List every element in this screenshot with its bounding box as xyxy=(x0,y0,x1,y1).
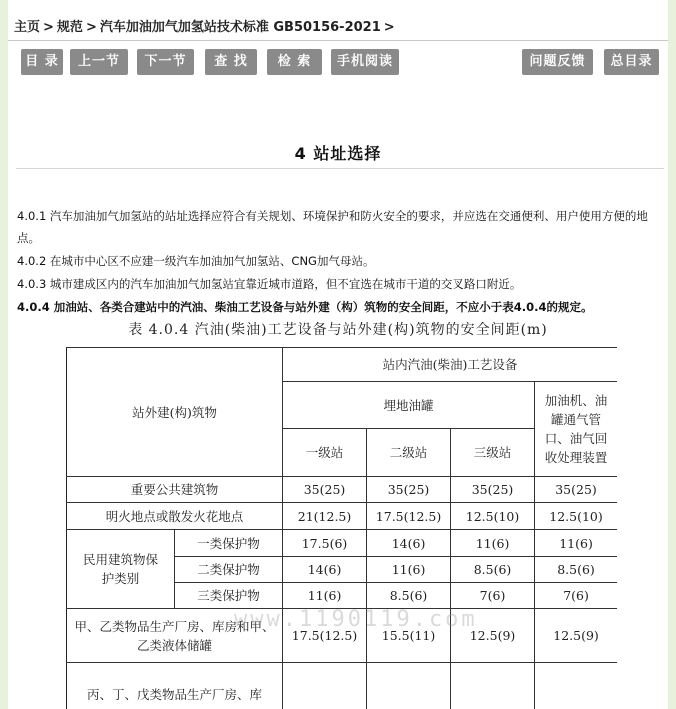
breadcrumb xyxy=(14,16,398,35)
spacing-table xyxy=(66,347,617,709)
watermark: www.1190119.com xyxy=(234,607,478,632)
clause-4-0-2: 4.0.2 在城市中心区不应建一级汽车加油加气加氢站、CNG加气母站。 xyxy=(17,254,375,268)
table-cell: 17.5(12.5) xyxy=(283,609,367,663)
table-cell: 7(6) xyxy=(451,583,535,609)
table-cell xyxy=(367,663,451,709)
table-caption: 表 4.0.4 汽油(柴油)工艺设备与站外建(构)筑物的安全间距(m) xyxy=(128,322,548,338)
table-cell: 11(6) xyxy=(367,557,451,583)
table-cell: 11(6) xyxy=(535,530,617,557)
title-divider xyxy=(16,168,664,169)
breadcrumb-separator: > xyxy=(43,20,54,35)
table-cell: 7(6) xyxy=(535,583,617,609)
table-cell: 35(25) xyxy=(283,477,367,503)
table-cell: 8.5(6) xyxy=(451,557,535,583)
breadcrumb-divider xyxy=(8,40,668,41)
table-cell: 8.5(6) xyxy=(367,583,451,609)
table-cell xyxy=(535,663,617,709)
breadcrumb-norms-link[interactable]: 规范 xyxy=(56,20,83,35)
breadcrumb-standard-link[interactable]: 汽车加油加气加氢站技术标准 GB50156-2021 xyxy=(99,20,381,35)
table-header-col: 三级站 xyxy=(451,429,535,477)
search-button[interactable]: 检 索 xyxy=(267,49,322,75)
table-cell: 11(6) xyxy=(451,530,535,557)
row-label: 重要公共建筑物 xyxy=(67,477,283,503)
table-cell: 14(6) xyxy=(283,557,367,583)
find-button[interactable]: 查 找 xyxy=(205,49,257,75)
table-cell: 17.5(6) xyxy=(283,530,367,557)
table-cell: 14(6) xyxy=(367,530,451,557)
section-title: 4 站址选择 xyxy=(294,144,382,163)
row-label: 甲、乙类物品生产厂房、库房和甲、乙类液体储罐 xyxy=(67,609,283,663)
table-cell: 11(6) xyxy=(283,583,367,609)
table-cell: 12.5(9) xyxy=(535,609,617,663)
row-label: 一类保护物 xyxy=(175,530,283,557)
table-cell: 35(25) xyxy=(367,477,451,503)
mobile-read-button[interactable]: 手机阅读 xyxy=(331,49,399,75)
civil-group-label: 民用建筑物保护类别 xyxy=(67,530,175,609)
table-cell: 15.5(11) xyxy=(367,609,451,663)
table-row xyxy=(67,477,618,503)
clause-4-0-4: 4.0.4 加油站、各类合建站中的汽油、柴油工艺设备与站外建（构）筑物的安全间距，不应小于表4.0.4的规定。 xyxy=(17,300,593,314)
row-label: 二类保护物 xyxy=(175,557,283,583)
prev-section-button[interactable]: 上一节 xyxy=(70,49,128,75)
row-label: 明火地点或散发火花地点 xyxy=(67,503,283,530)
spacing-table-frame xyxy=(66,347,617,709)
feedback-button[interactable]: 问题反馈 xyxy=(522,49,593,75)
breadcrumb-separator: > xyxy=(85,20,97,35)
table-cell: 17.5(12.5) xyxy=(367,503,451,530)
master-toc-button[interactable]: 总目录 xyxy=(604,49,659,75)
table-header-col: 二级站 xyxy=(367,429,451,477)
table-cell: 12.5(9) xyxy=(451,609,535,663)
table-header-last-col: 加油机、油罐通气管口、油气回收处理装置 xyxy=(535,382,617,477)
table-row xyxy=(67,609,618,663)
table-cell xyxy=(283,663,367,709)
table-header-col: 一级站 xyxy=(283,429,367,477)
table-header-corner: 站外建(构)筑物 xyxy=(67,348,283,477)
breadcrumb-separator: > xyxy=(383,20,395,35)
row-label: 三类保护物 xyxy=(175,583,283,609)
table-cell: 21(12.5) xyxy=(283,503,367,530)
table-cell: 35(25) xyxy=(451,477,535,503)
table-header-group: 站内汽油(柴油)工艺设备 xyxy=(283,348,617,382)
next-section-button[interactable]: 下一节 xyxy=(137,49,194,75)
table-row xyxy=(67,530,618,557)
clause-4-0-1: 4.0.1 汽车加油加气加氢站的站址选择应符合有关规划、环境保护和防火安全的要求，并应选在交通便利、用户使用方便的地点。 xyxy=(17,209,648,245)
table-row xyxy=(67,663,618,709)
table-cell: 12.5(10) xyxy=(451,503,535,530)
row-label: 丙、丁、戊类物品生产厂房、库 xyxy=(67,663,283,709)
clause-4-0-3: 4.0.3 城市建成区内的汽车加油加气加氢站宜靠近城市道路，但不宜选在城市干道的交叉路口附近。 xyxy=(17,277,522,291)
table-cell: 35(25) xyxy=(535,477,617,503)
table-cell xyxy=(451,663,535,709)
table-cell: 12.5(10) xyxy=(535,503,617,530)
toc-button[interactable]: 目 录 xyxy=(21,49,63,75)
table-row xyxy=(67,503,618,530)
table-header-subgroup: 埋地油罐 xyxy=(283,382,535,429)
table-cell: 8.5(6) xyxy=(535,557,617,583)
breadcrumb-home-link[interactable]: 主页 xyxy=(14,20,41,35)
page xyxy=(8,0,668,709)
